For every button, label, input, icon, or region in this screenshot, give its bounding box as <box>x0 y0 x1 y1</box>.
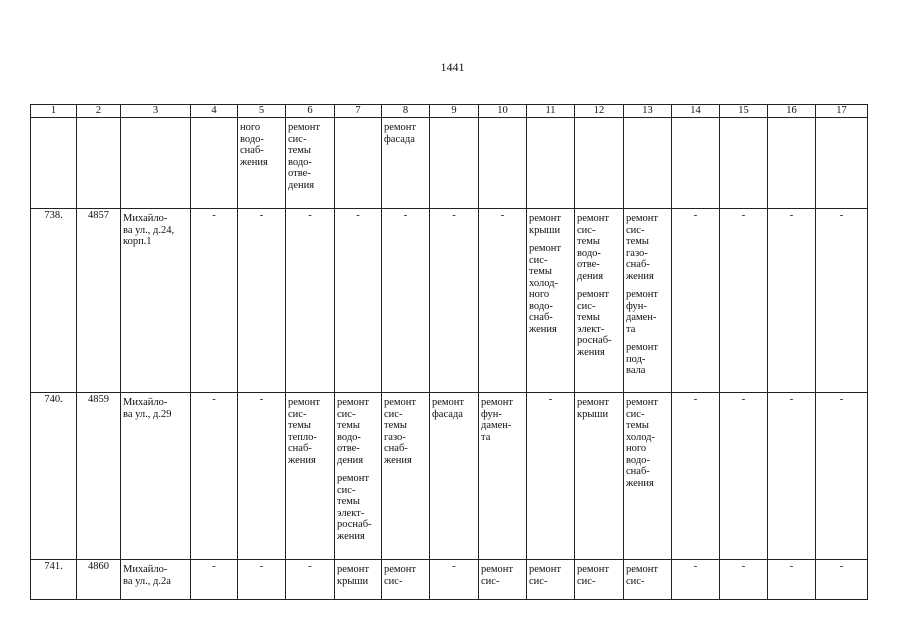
cell-line: темы <box>384 420 407 431</box>
table-cell <box>191 393 238 560</box>
cell-line: 738. <box>44 210 63 221</box>
cell-line: крыши <box>337 575 369 587</box>
column-header: 17 <box>816 105 868 118</box>
table-cell <box>720 209 768 393</box>
table-cell <box>77 560 121 600</box>
cell-line: дения <box>577 270 604 282</box>
cell-line: отве- <box>577 259 600 270</box>
table-cell <box>31 118 77 209</box>
cell-line: - <box>693 210 698 221</box>
cell-line: жения <box>626 477 654 489</box>
cell-line: ного <box>240 122 261 133</box>
cell-line: фасада <box>384 133 415 145</box>
cell-line: Михайло- <box>123 213 168 224</box>
cell-line: темы <box>337 420 360 431</box>
cell-line: ного <box>626 443 647 454</box>
cell-line: жения <box>577 346 605 358</box>
table-cell <box>672 118 720 209</box>
cell-line: отве- <box>337 443 360 454</box>
cell-line: сис- <box>626 575 645 587</box>
cell-line: - <box>693 394 698 405</box>
table-cell <box>479 560 527 600</box>
cell-line: под- <box>626 353 646 365</box>
table-cell <box>430 118 479 209</box>
cell-line: дамен- <box>481 420 512 431</box>
cell-line: жения <box>288 454 316 466</box>
cell-line: - <box>308 210 312 221</box>
cell-line: фун- <box>481 408 502 420</box>
table-cell <box>527 560 575 600</box>
table-cell <box>31 393 77 560</box>
cell-line: 741. <box>44 561 63 572</box>
cell-line: ного <box>529 289 550 300</box>
cell-line: - <box>212 561 216 572</box>
column-header: 6 <box>286 105 335 118</box>
table-cell <box>77 393 121 560</box>
column-number-row <box>31 105 868 118</box>
cell-line: снаб- <box>384 443 408 454</box>
cell-line: - <box>741 210 746 221</box>
column-header: 9 <box>430 105 479 118</box>
table-cell <box>238 118 286 209</box>
cell-line: - <box>741 561 746 572</box>
cell-line: ремонт <box>384 397 417 408</box>
cell-line: дения <box>288 179 315 191</box>
cell-line: - <box>259 561 264 572</box>
cell-line: жения <box>626 270 654 282</box>
table-cell <box>479 393 527 560</box>
table-cell <box>77 118 121 209</box>
cell-line: ремонт <box>384 564 417 575</box>
cell-line: - <box>789 561 794 572</box>
cell-line: ва ул., д.2а <box>123 575 171 587</box>
cell-line: газо- <box>626 247 648 259</box>
table-cell <box>768 560 816 600</box>
cell-line: жения <box>240 156 268 168</box>
cell-line: ва ул., д.24, <box>123 224 175 236</box>
cell-line: роснаб- <box>337 519 372 530</box>
cell-line: водо- <box>626 454 650 466</box>
cell-line: дамен- <box>626 312 657 323</box>
cell-line: темы <box>626 236 649 247</box>
table-cell <box>479 118 527 209</box>
cell-line: снаб- <box>288 443 312 454</box>
cell-line: роснаб- <box>577 335 612 346</box>
cell-line: водо- <box>240 133 264 145</box>
cell-line: - <box>693 561 698 572</box>
cell-line: сис- <box>529 254 548 266</box>
cell-line: - <box>500 210 505 221</box>
table-cell <box>575 393 624 560</box>
column-header: 13 <box>624 105 672 118</box>
cell-line: - <box>212 394 216 405</box>
cell-line: сис- <box>626 224 645 236</box>
cell-line: ремонт <box>626 289 659 300</box>
cell-line: темы <box>577 236 600 247</box>
column-header: 4 <box>191 105 238 118</box>
cell-line: сис- <box>337 408 356 420</box>
cell-line: элект- <box>337 507 365 519</box>
cell-line: снаб- <box>240 145 264 156</box>
table-cell <box>31 560 77 600</box>
cell-line: - <box>212 210 216 221</box>
table-cell <box>286 560 335 600</box>
table-cell <box>121 118 191 209</box>
table-row <box>31 560 868 600</box>
table-cell <box>720 118 768 209</box>
cell-line: ремонт <box>577 564 610 575</box>
cell-line: сис- <box>384 408 403 420</box>
table-cell <box>672 393 720 560</box>
table-cell <box>624 118 672 209</box>
table-cell <box>382 393 430 560</box>
cell-line: корп.1 <box>123 236 152 247</box>
column-header: 15 <box>720 105 768 118</box>
cell-line: та <box>481 431 491 443</box>
table-cell <box>816 209 868 393</box>
cell-line: элект- <box>577 323 605 335</box>
cell-line: темы <box>337 496 360 507</box>
table-row <box>31 118 868 209</box>
cell-line: - <box>839 210 844 221</box>
table-cell <box>335 560 382 600</box>
cell-line: - <box>452 561 456 572</box>
table-cell <box>816 118 868 209</box>
cell-line: - <box>789 210 794 221</box>
cell-line: ремонт <box>626 213 659 224</box>
table-cell <box>121 209 191 393</box>
column-header: 2 <box>77 105 121 118</box>
table-cell <box>191 118 238 209</box>
table-cell <box>430 393 479 560</box>
cell-line: - <box>356 210 360 221</box>
column-header: 8 <box>382 105 430 118</box>
table-cell <box>191 209 238 393</box>
column-header: 12 <box>575 105 624 118</box>
cell-line: Михайло- <box>123 397 168 408</box>
cell-line: тепло- <box>288 431 317 443</box>
table-cell <box>77 209 121 393</box>
cell-line: жения <box>337 530 365 542</box>
cell-line: сис- <box>577 300 596 312</box>
cell-line: водо- <box>337 431 361 443</box>
cell-line: сис- <box>577 224 596 236</box>
cell-line: темы <box>529 266 552 277</box>
cell-line: 4857 <box>88 210 109 221</box>
cell-line: темы <box>577 312 600 323</box>
cell-line: 740. <box>44 394 63 405</box>
table-cell <box>286 209 335 393</box>
cell-line: крыши <box>577 408 609 420</box>
cell-line: ремонт <box>529 243 562 254</box>
cell-line: ремонт <box>288 122 321 133</box>
cell-line: сис- <box>577 575 596 587</box>
table-cell <box>191 560 238 600</box>
cell-line: ремонт <box>481 397 514 408</box>
table-cell <box>720 393 768 560</box>
cell-line: ремонт <box>577 213 610 224</box>
table-cell <box>575 560 624 600</box>
cell-line: снаб- <box>529 312 553 323</box>
cell-line: ремонт <box>432 397 465 408</box>
table-cell <box>575 118 624 209</box>
cell-line: та <box>626 323 636 335</box>
cell-line: сис- <box>481 575 500 587</box>
table-cell <box>672 209 720 393</box>
column-header: 1 <box>31 105 77 118</box>
table-cell <box>430 209 479 393</box>
cell-line: - <box>741 394 746 405</box>
table-row <box>31 209 868 393</box>
table-cell <box>335 118 382 209</box>
table-cell <box>672 560 720 600</box>
table-cell <box>31 209 77 393</box>
table-cell <box>121 560 191 600</box>
table-cell <box>575 209 624 393</box>
cell-line: - <box>403 210 408 221</box>
cell-line: вала <box>626 365 646 376</box>
cell-line: - <box>452 210 456 221</box>
cell-line: холод- <box>626 431 655 443</box>
table-cell <box>335 393 382 560</box>
table-cell <box>286 118 335 209</box>
column-header: 3 <box>121 105 191 118</box>
table-cell <box>382 560 430 600</box>
cell-line: сис- <box>384 575 403 587</box>
table-cell <box>816 560 868 600</box>
repair-schedule-table <box>30 104 868 600</box>
cell-line: ремонт <box>577 397 610 408</box>
cell-line: темы <box>626 420 649 431</box>
table-cell <box>624 393 672 560</box>
cell-line: - <box>839 561 844 572</box>
table-cell <box>768 209 816 393</box>
cell-line: крыши <box>529 224 561 236</box>
table-cell <box>238 393 286 560</box>
cell-line: дения <box>337 454 364 466</box>
cell-line: водо- <box>288 156 312 168</box>
cell-line: жения <box>384 454 412 466</box>
cell-line: - <box>789 394 794 405</box>
table-cell <box>382 118 430 209</box>
column-header: 10 <box>479 105 527 118</box>
column-header: 14 <box>672 105 720 118</box>
table-cell <box>624 209 672 393</box>
cell-line: ремонт <box>337 397 370 408</box>
cell-line: - <box>548 394 553 405</box>
table-cell <box>382 209 430 393</box>
cell-line: ремонт <box>529 213 562 224</box>
cell-line: Михайло- <box>123 564 168 575</box>
column-header: 5 <box>238 105 286 118</box>
cell-line: ремонт <box>626 342 659 353</box>
cell-line: - <box>308 561 312 572</box>
table-cell <box>238 560 286 600</box>
table-cell <box>527 209 575 393</box>
cell-line: сис- <box>288 408 307 420</box>
table-cell <box>121 393 191 560</box>
table-cell <box>238 209 286 393</box>
cell-line: - <box>259 210 264 221</box>
table-cell <box>720 560 768 600</box>
cell-line: - <box>259 394 264 405</box>
cell-line: ремонт <box>337 564 370 575</box>
cell-line: 4860 <box>88 561 109 572</box>
cell-line: сис- <box>626 408 645 420</box>
cell-line: ремонт <box>577 289 610 300</box>
table-cell <box>816 393 868 560</box>
cell-line: отве- <box>288 168 311 179</box>
cell-line: водо- <box>529 300 553 312</box>
column-header: 7 <box>335 105 382 118</box>
table-cell <box>527 118 575 209</box>
cell-line: темы <box>288 145 311 156</box>
cell-line: фасада <box>432 408 463 420</box>
cell-line: сис- <box>288 133 307 145</box>
cell-line: холод- <box>529 277 558 289</box>
cell-line: сис- <box>529 575 548 587</box>
cell-line: ремонт <box>288 397 321 408</box>
cell-line: снаб- <box>626 466 650 477</box>
cell-line: снаб- <box>626 259 650 270</box>
table-cell <box>479 209 527 393</box>
cell-line: ремонт <box>626 564 659 575</box>
table-cell <box>768 393 816 560</box>
page-number: 1441 <box>440 60 465 74</box>
cell-line: ремонт <box>626 397 659 408</box>
cell-line: сис- <box>337 484 356 496</box>
cell-line: темы <box>288 420 311 431</box>
column-header: 11 <box>527 105 575 118</box>
cell-line: ремонт <box>384 122 417 133</box>
table-cell <box>624 560 672 600</box>
column-header: 16 <box>768 105 816 118</box>
cell-line: ва ул., д.29 <box>123 408 172 420</box>
table-cell <box>527 393 575 560</box>
table-cell <box>335 209 382 393</box>
table-cell <box>430 560 479 600</box>
cell-line: фун- <box>626 300 647 312</box>
cell-line: ремонт <box>529 564 562 575</box>
cell-line: водо- <box>577 247 601 259</box>
cell-line: 4859 <box>88 394 109 405</box>
table-body <box>31 118 868 600</box>
table-row <box>31 393 868 560</box>
cell-line: жения <box>529 323 557 335</box>
cell-line: ремонт <box>337 473 370 484</box>
cell-line: - <box>839 394 844 405</box>
cell-line: газо- <box>384 431 406 443</box>
cell-line: ремонт <box>481 564 514 575</box>
table-cell <box>286 393 335 560</box>
table-cell <box>768 118 816 209</box>
